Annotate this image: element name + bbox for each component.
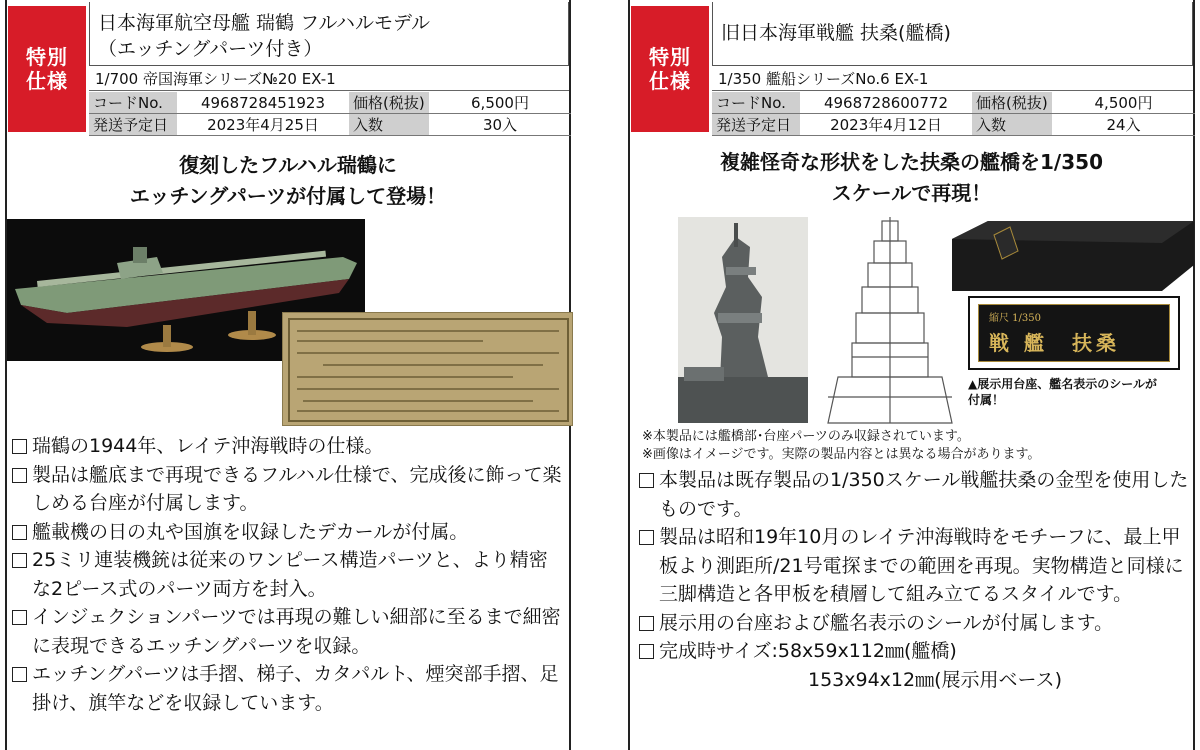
quantity-label: 入数 [972,114,1052,136]
feature-text: 展示用の台座および艦名表示のシールが付属します。 [659,611,1114,634]
feature-item [638,637,1190,666]
feature-list [638,466,1190,694]
price-value: 6,500円 [429,92,571,114]
etching-sheet-illustration [283,313,573,426]
feature-text: エッチングパーツは手摺、梯子、カタパルト、煙突部手摺、足掛け、旗竿などを収録しています。 [32,663,559,714]
price-label: 価格(税抜) [349,92,429,114]
checkbox-square-icon [12,667,27,682]
quantity-value: 30入 [429,114,571,136]
checkbox-square-icon [12,439,27,454]
product-header [630,0,1193,140]
price-label: 価格(税抜) [972,92,1052,114]
caption-line-2: 付属！ [968,393,1005,407]
badge-line-2: 仕様 [649,69,691,93]
checkbox-square-icon [639,644,654,659]
feature-text: 完成時サイズ:58x59x112㎜(艦橋) [659,640,957,662]
feature-text: 艦載機の日の丸や国旗を収録したデカールが付属。 [32,520,469,543]
feature-item [638,609,1190,638]
ship-date-label: 発送予定日 [89,114,177,136]
feature-text: 本製品は既存製品の1/350スケール戦艦扶桑の金型を使用したものです。 [659,469,1189,520]
caption-line-1: ▲展示用台座、艦名表示のシールが [968,377,1157,391]
note-image-disclaimer: ※画像はイメージです。実際の製品内容とは異なる場合があります。 [642,447,1041,462]
feature-item [638,466,1190,523]
headline-line-1: 復刻したフルハル瑞鶴に [179,153,397,177]
checkbox-square-icon [12,553,27,568]
badge-line-1: 特別 [26,45,68,69]
feature-list [11,432,563,717]
display-base-photo [948,217,1197,293]
bridge-model-photo [678,217,808,423]
bridge-line-drawing-illustration [822,217,958,427]
title-box [712,2,1193,66]
product-title: 日本海軍航空母艦 瑞鶴 フルハルモデル （エッチングパーツ付き） [98,12,431,60]
quantity-label: 入数 [349,114,429,136]
feature-item [11,432,563,461]
feature-text: 瑞鶴の1944年、レイテ沖海戦時の仕様。 [32,435,384,457]
quantity-value: 24入 [1052,114,1195,136]
special-spec-badge [631,6,709,132]
note-parts-only: ※本製品には艦橋部･台座パーツのみ収録されています。 [642,429,970,444]
display-base-illustration [948,217,1197,293]
feature-text: インジェクションパーツでは再現の難しい細部に至るまで細密に表現できるエッチングパーツを収録。 [32,606,561,657]
nameplate-ship-name: 戦 艦 扶桑 [989,331,1120,355]
feature-text: 製品は艦底まで再現できるフルハル仕様で、完成後に飾って楽しめる台座が付属します。 [32,463,562,514]
checkbox-square-icon [639,616,654,631]
checkbox-square-icon [639,530,654,545]
nameplate-zoom [968,296,1180,370]
info-grid [89,92,569,136]
product-card-fuso [628,0,1195,750]
nameplate-caption [968,376,1188,408]
checkbox-square-icon [639,473,654,488]
headline [630,147,1193,209]
product-title: 旧日本海軍戦艦 扶桑(艦橋) [721,22,951,44]
feature-item [11,546,563,603]
ship-date-value: 2023年4月12日 [800,114,972,136]
feature-text: 25ミリ連装機銃は従来のワンピース構造パーツと、より精密な2ピース式のパーツ両方を封入。 [32,549,548,600]
nameplate-scale: 縮尺 1/350 [989,313,1041,324]
headline-line-1: 複雑怪奇な形状をした扶桑の艦橋を1/350 [720,150,1103,174]
size-line-2: 153x94x12㎜(展示用ベース) [808,668,1062,691]
headline [7,150,569,212]
etching-parts-photo [282,312,573,426]
series-line: 1/700 帝国海軍シリーズ№20 EX-1 [89,67,569,91]
headline-line-2: スケールで再現！ [831,181,992,205]
title-box [89,2,569,66]
special-spec-badge [8,6,86,132]
feature-item [11,603,563,660]
feature-item [11,461,563,518]
nameplate-sticker [978,304,1170,362]
badge-line-1: 特別 [649,45,691,69]
checkbox-square-icon [12,525,27,540]
code-label: コードNo. [89,92,177,114]
code-label: コードNo. [712,92,800,114]
series-line: 1/350 艦船シリーズNo.6 EX-1 [712,67,1193,91]
checkbox-square-icon [12,610,27,625]
product-card-zuikaku [5,0,571,750]
code-value: 4968728600772 [800,92,972,114]
bridge-model-illustration [678,217,808,423]
checkbox-square-icon [12,468,27,483]
product-header [7,0,569,140]
feature-item [11,518,563,547]
badge-line-2: 仕様 [26,69,68,93]
headline-line-2: エッチングパーツが付属して登場！ [129,184,447,208]
bridge-drawing [822,217,958,427]
ship-date-value: 2023年4月25日 [177,114,349,136]
feature-item [11,660,563,717]
feature-text: 製品は昭和19年10月のレイテ沖海戦時をモチーフに、最上甲板より測距所/21号電探までの範囲を再現。実物構造と同様に三脚構造と各甲板を積層して組み立てるスタイルです。 [659,526,1184,605]
code-value: 4968728451923 [177,92,349,114]
feature-item [638,523,1190,609]
ship-date-label: 発送予定日 [712,114,800,136]
info-grid [712,92,1193,136]
price-value: 4,500円 [1052,92,1195,114]
